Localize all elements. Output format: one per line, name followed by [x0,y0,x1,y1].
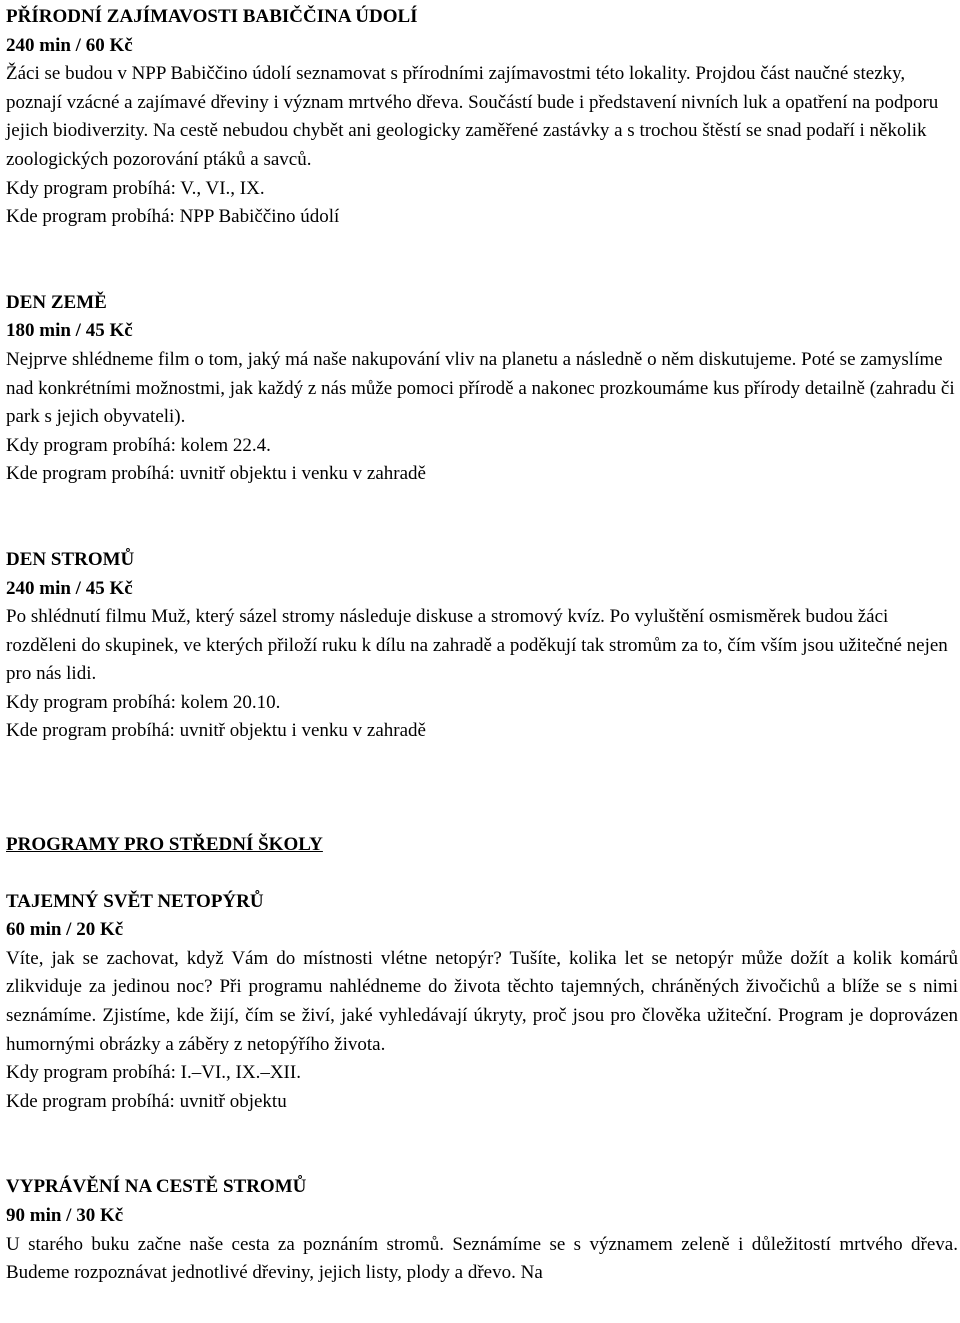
program-block [6,3,958,232]
program-description: Žáci se budou v NPP Babiččino údolí seznamovat s přírodními zajímavostmi této lokality. Projdou část naučné stezky, poznají vzácné a zajímavé dřeviny i význam mrtvého dřeva. Součástí bude i představení nivních luk a opatření na podporu jejich biodiverzity. Na cestě nebudou chybět ani geologicky zaměřené zastávky a s trochou štěstí se snad podaří i několik zoologických pozorování ptáků a savců. [6,63,939,170]
program-block [6,546,958,746]
program-when: Kdy program probíhá: kolem 22.4. [6,434,271,456]
program-where: Kde program probíhá: uvnitř objektu [6,1090,287,1112]
spacer [6,860,958,888]
program-where: Kde program probíhá: uvnitř objektu i venku v zahradě [6,463,426,485]
document-page [6,3,958,1288]
program-when: Kdy program probíhá: kolem 20.10. [6,691,281,713]
program-title: VYPRÁVĚNÍ NA CESTĚ STROMŮ [6,1176,307,1198]
program-duration-price: 90 min / 30 Kč [6,1205,124,1226]
spacer [6,232,958,289]
program-duration-price: 240 min / 45 Kč [6,577,133,599]
spacer [6,489,958,546]
program-title: PŘÍRODNÍ ZAJÍMAVOSTI BABIČČINA ÚDOLÍ [6,6,418,27]
program-description: Nejprve shlédneme film o tom, jaký má naše nakupování vliv na planetu a následně o něm diskutujeme. Poté se zamyslíme nad konkrétními možnostmi, jak každý z nás může pomoci přírodě a nakonec prozkoumáme kus přírody detailně (zahradu či park s jejich obyvateli). [6,348,955,428]
program-block [6,1173,958,1287]
program-where: Kde program probíhá: uvnitř objektu i venku v zahradě [6,720,426,742]
section-heading: PROGRAMY PRO STŘEDNÍ ŠKOLY [6,834,323,856]
program-when: Kdy program probíhá: I.–VI., IX.–XII. [6,1062,301,1084]
program-duration-price: 180 min / 45 Kč [6,320,133,342]
program-title: DEN ZEMĚ [6,291,107,313]
program-title: TAJEMNÝ SVĚT NETOPÝRŮ [6,890,264,912]
program-where: Kde program probíhá: NPP Babiččino údolí [6,206,340,228]
program-title: DEN STROMŮ [6,548,135,570]
program-description: Víte, jak se zachovat, když Vám do místnosti vlétne netopýr? Tušíte, kolika let se netopýr může dožít a kolik komárů zlikviduje za jedinou noc? Při programu nahlédneme do života těchto tajemných, chráněných živočichů a blíže se s nimi seznámíme. Zjistíme, kde žijí, čím se živí, jaké vyhledávají úkryty, proč jsou pro člověka užiteční. Program je doprovázen humornými obrázky a záběry z netopýřího života. [6,947,958,1055]
program-block [6,289,958,489]
program-when: Kdy program probíhá: V., VI., IX. [6,177,265,199]
program-duration-price: 240 min / 60 Kč [6,34,133,56]
spacer [6,1116,958,1173]
program-description: U starého buku začne naše cesta za poznáním stromů. Seznámíme se s významem zeleně i důležitostí mrtvého dřeva. Budeme rozpoznávat jednotlivé dřeviny, jejich listy, plody a dřevo. Na [6,1233,958,1284]
program-duration-price: 60 min / 20 Kč [6,919,124,941]
program-description: Po shlédnutí filmu Muž, který sázel stromy následuje diskuse a stromový kvíz. Po vyluštění osmisměrek budou žáci rozděleni do skupinek, ve kterých přiloží ruku k dílu na zahradě a poděkují tak stromům za to, čím vším jsou užitečné nejen pro nás lidi. [6,606,948,685]
program-block [6,888,958,1117]
spacer [6,746,958,831]
